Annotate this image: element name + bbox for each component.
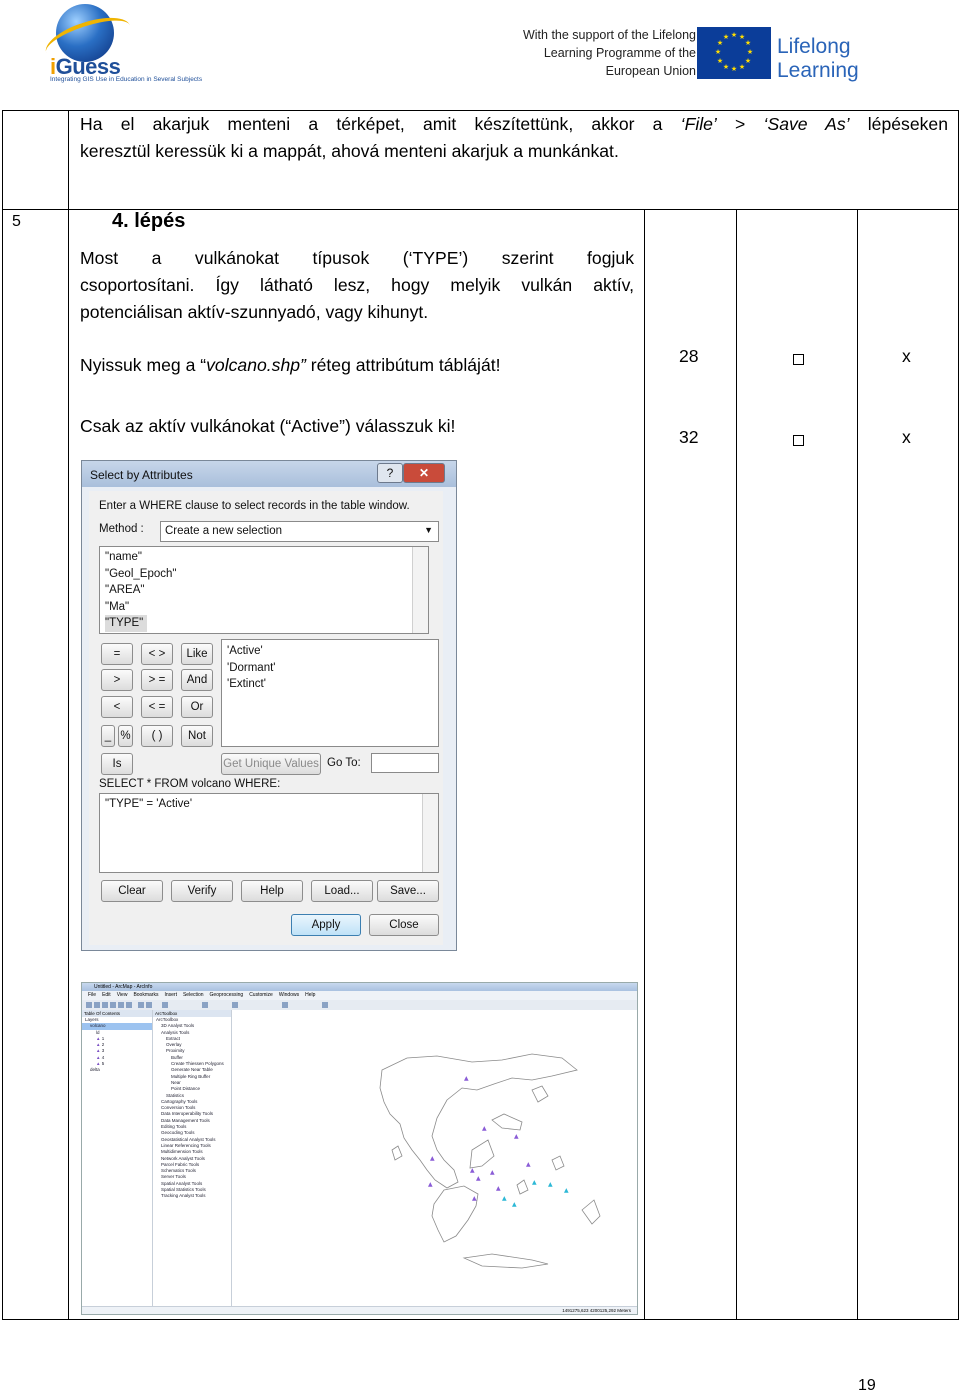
svg-text:▲: ▲: [496, 1185, 501, 1192]
menu-item[interactable]: Selection: [182, 992, 204, 998]
table-left-border: [2, 110, 3, 1320]
svg-text:★: ★: [738, 33, 746, 41]
goto-label: Go To:: [327, 757, 361, 769]
tool-icon[interactable]: [86, 1002, 92, 1008]
eu-flag-icon: [697, 27, 771, 79]
svg-text:▲: ▲: [526, 1161, 531, 1168]
svg-text:▲: ▲: [490, 1169, 495, 1176]
tool-icon[interactable]: [202, 1002, 208, 1008]
close-icon[interactable]: ✕: [403, 463, 445, 483]
tool-icon[interactable]: [146, 1002, 152, 1008]
menu-item[interactable]: Help: [305, 992, 316, 998]
tool-icon[interactable]: [126, 1002, 132, 1008]
sql-expression-box[interactable]: [99, 793, 439, 873]
toolbox-item[interactable]: Multidimension Tools: [161, 1149, 203, 1155]
method-dropdown[interactable]: Create a new selection ▼: [160, 521, 439, 542]
tool-icon[interactable]: [282, 1002, 288, 1008]
paragraph-line: csoportosítani. Így látható lesz, hogy melyik vulkán aktív,: [80, 275, 634, 295]
svg-text:★: ★: [722, 33, 730, 41]
menu-item[interactable]: Windows: [278, 992, 300, 998]
clear-button[interactable]: Clear: [101, 880, 163, 902]
toc-item[interactable]: ▲ 5: [96, 1061, 105, 1067]
svg-text:▲: ▲: [464, 1075, 469, 1082]
col-divider: [736, 209, 737, 1320]
svg-text:★: ★: [716, 39, 724, 47]
toolbox-item[interactable]: Extract: [166, 1035, 181, 1041]
menu-item[interactable]: Bookmarks: [133, 992, 159, 998]
map-view[interactable]: [232, 1010, 638, 1315]
eu-support-text: With the support of the Lifelong Learning Programme of the European Union: [522, 28, 696, 78]
field-item[interactable]: "Geol_Epoch": [105, 567, 177, 580]
toolbox-item[interactable]: Data Management Tools: [161, 1117, 210, 1123]
toolbox-item[interactable]: Network Analyst Tools: [161, 1155, 205, 1161]
logo-wordmark: iGuess: [50, 54, 121, 79]
tool-icon[interactable]: [94, 1002, 100, 1008]
value-mark: x: [902, 427, 911, 447]
col-divider: [857, 209, 858, 1320]
close-button[interactable]: Close: [369, 914, 439, 936]
svg-text:▲: ▲: [502, 1195, 507, 1202]
page-number: 19: [858, 1377, 876, 1394]
instruction-open-table: Nyissuk meg a “volcano.shp” réteg attribútum tábláját!: [80, 355, 501, 375]
toolbox-item[interactable]: Cartography Tools: [161, 1098, 198, 1104]
not-equal-button[interactable]: < >: [141, 643, 173, 665]
table-right-border: [958, 110, 959, 1320]
toc-item-selected[interactable]: volcano: [82, 1023, 152, 1029]
arcmap-statusbar: [82, 1306, 637, 1314]
toolbox-item[interactable]: Schematics Tools: [161, 1168, 196, 1174]
is-button[interactable]: Is: [101, 753, 133, 775]
svg-text:★: ★: [716, 57, 724, 65]
dialog-instruction: Enter a WHERE clause to select records in the table window.: [99, 500, 410, 512]
svg-text:▲: ▲: [512, 1201, 517, 1208]
checkbox-icon[interactable]: [793, 435, 804, 446]
toc-item[interactable]: ld: [96, 1029, 100, 1035]
value-item[interactable]: 'Active': [227, 645, 263, 657]
lifelong-learning-logo: Lifelong Learning: [777, 35, 859, 82]
svg-text:▲: ▲: [532, 1179, 537, 1186]
tool-icon[interactable]: [102, 1002, 108, 1008]
iguess-logo: [44, 2, 203, 86]
table-of-contents-panel: [82, 1010, 153, 1315]
field-item[interactable]: "Ma": [105, 600, 130, 613]
toolbox-item[interactable]: Point Distance: [171, 1086, 201, 1092]
col-divider: [68, 110, 69, 1320]
greater-equal-button[interactable]: > =: [141, 669, 173, 691]
svg-text:★: ★: [738, 63, 746, 71]
toolbox-header: ArcToolbox: [153, 1010, 231, 1017]
svg-text:▲: ▲: [482, 1125, 487, 1132]
less-equal-button[interactable]: < =: [141, 696, 173, 718]
greater-button[interactable]: >: [101, 669, 133, 691]
toolbox-item[interactable]: Generate Near Table: [171, 1067, 213, 1073]
sql-label: SELECT * FROM volcano WHERE:: [99, 778, 281, 790]
svg-text:▲: ▲: [428, 1181, 433, 1188]
get-unique-values-button[interactable]: Get Unique Values: [221, 753, 321, 775]
arcmap-screenshot: [81, 982, 638, 1315]
toolbox-item[interactable]: Proximity: [166, 1048, 185, 1054]
field-item[interactable]: "AREA": [105, 584, 145, 596]
underscore-button[interactable]: _: [101, 725, 115, 747]
svg-text:▲: ▲: [472, 1195, 477, 1202]
value-number: 28: [679, 346, 699, 366]
field-item-selected[interactable]: "TYPE": [100, 615, 428, 632]
greece-map: [232, 1010, 638, 1315]
field-item[interactable]: "name": [105, 551, 142, 563]
like-button[interactable]: Like: [181, 643, 213, 665]
svg-text:★: ★: [744, 57, 752, 65]
toc-item[interactable]: Layers: [85, 1017, 99, 1022]
intro-line-1: Ha el akarjuk menteni a térképet, amit készítettünk, akkor a ‘File’ > ‘Save As’ lépéseken: [80, 114, 948, 134]
toolbox-item[interactable]: Multiple Ring Buffer: [171, 1073, 211, 1079]
table-bottom-border: [2, 1319, 959, 1320]
toolbox-item[interactable]: Tracking Analyst Tools: [161, 1193, 206, 1199]
toolbox-item[interactable]: Statistics: [166, 1092, 185, 1098]
svg-text:▲: ▲: [564, 1187, 569, 1194]
value-item[interactable]: 'Extinct': [227, 678, 266, 690]
tool-icon[interactable]: [118, 1002, 124, 1008]
percent-button[interactable]: %: [118, 725, 133, 747]
toolbox-item[interactable]: Buffer: [171, 1054, 183, 1060]
toolbox-item[interactable]: Server Tools: [161, 1174, 186, 1180]
arcmap-titlebar: Untitled - ArcMap - ArcInfo: [82, 983, 637, 991]
toc-item[interactable]: ▲ 3: [96, 1048, 105, 1054]
svg-text:★: ★: [730, 31, 738, 39]
dialog-title: Select by Attributes: [90, 468, 193, 482]
tool-icon[interactable]: [138, 1002, 144, 1008]
checkbox-icon[interactable]: [793, 354, 804, 365]
svg-text:▲: ▲: [476, 1175, 481, 1182]
fields-scrollbar[interactable]: [412, 547, 428, 633]
sql-scrollbar[interactable]: [422, 794, 438, 872]
toolbox-item[interactable]: Spatial Analyst Tools: [161, 1180, 203, 1186]
toolbox-item[interactable]: Editing Tools: [161, 1124, 187, 1130]
menu-item[interactable]: Customize: [249, 992, 273, 998]
svg-text:★: ★: [714, 48, 722, 56]
sql-expression: "TYPE" = 'Active': [105, 798, 193, 810]
help-button[interactable]: Help: [241, 880, 303, 902]
toolbox-item[interactable]: Geostatistical Analyst Tools: [161, 1136, 216, 1142]
goto-input[interactable]: [371, 753, 439, 773]
toolbox-item[interactable]: Data Interoperability Tools: [161, 1111, 213, 1117]
select-by-attributes-dialog: [81, 460, 457, 951]
svg-text:★: ★: [744, 39, 752, 47]
tool-icon[interactable]: [110, 1002, 116, 1008]
less-button[interactable]: <: [101, 696, 133, 718]
dialog-titlebar: [82, 461, 456, 487]
fields-list[interactable]: [99, 546, 429, 634]
svg-text:▲: ▲: [548, 1181, 553, 1188]
menu-item[interactable]: Edit: [102, 992, 111, 998]
toolbox-item[interactable]: Create Thiessen Polygons: [171, 1061, 224, 1067]
value-number: 32: [679, 427, 699, 447]
value-item[interactable]: 'Dormant': [227, 661, 276, 674]
menu-item[interactable]: Geoprocessing: [209, 992, 244, 998]
dialog-body: [89, 491, 443, 945]
toolbox-item[interactable]: Parcel Fabric Tools: [161, 1161, 200, 1167]
row-number: 5: [12, 213, 21, 230]
svg-text:★: ★: [730, 65, 738, 73]
apply-button[interactable]: Apply: [291, 914, 361, 936]
equals-button[interactable]: =: [101, 643, 133, 665]
arcmap-menubar: [82, 991, 637, 1000]
col-divider: [644, 209, 645, 1320]
svg-text:▲: ▲: [470, 1167, 475, 1174]
svg-text:▲: ▲: [514, 1133, 519, 1140]
chevron-down-icon: ▼: [424, 525, 433, 535]
save-button[interactable]: Save...: [377, 880, 439, 902]
help-icon[interactable]: ?: [377, 463, 403, 483]
toolbox-item[interactable]: Analysis Tools: [161, 1029, 190, 1035]
logo-tagline: Integrating GIS Use in Education in Several Subjects: [50, 76, 203, 83]
menu-item[interactable]: View: [116, 992, 128, 998]
toolbox-item[interactable]: 3D Analyst Tools: [161, 1023, 195, 1029]
paragraph-line: potenciálisan aktív-szunnyadó, vagy kihunyt.: [80, 302, 429, 322]
parentheses-button[interactable]: ( ): [141, 725, 173, 747]
instruction-select-active: Csak az aktív vulkánokat (“Active”) válasszuk ki!: [80, 416, 456, 436]
tool-icon[interactable]: [162, 1002, 168, 1008]
tool-icon[interactable]: [232, 1002, 238, 1008]
coordinate-readout: 1491275,623 4200125,292 Meters: [562, 1308, 631, 1313]
toc-item[interactable]: ▲ 4: [96, 1054, 105, 1060]
toc-item[interactable]: delta: [90, 1067, 100, 1073]
toolbox-item[interactable]: Overlay: [166, 1042, 182, 1048]
paragraph-line: Most a vulkánokat típusok (‘TYPE’) szerint fogjuk: [80, 248, 634, 268]
toc-item[interactable]: ▲ 1: [96, 1035, 105, 1041]
and-button[interactable]: And: [181, 669, 213, 691]
toolbox-item[interactable]: ArcToolbox: [156, 1017, 179, 1022]
toolbox-item[interactable]: Spatial Statistics Tools: [161, 1187, 206, 1193]
not-button[interactable]: Not: [181, 725, 213, 747]
toolbox-list: [153, 1017, 231, 1200]
arctoolbox-panel: [153, 1010, 232, 1315]
toolbox-item[interactable]: Near: [171, 1079, 181, 1085]
svg-text:★: ★: [722, 63, 730, 71]
menu-item[interactable]: Insert: [164, 992, 177, 998]
svg-text:▲: ▲: [430, 1155, 435, 1162]
or-button[interactable]: Or: [181, 696, 213, 718]
toolbox-item[interactable]: Geocoding Tools: [161, 1130, 195, 1136]
toolbox-item[interactable]: Linear Referencing Tools: [161, 1142, 211, 1148]
menu-item[interactable]: File: [88, 992, 97, 998]
value-mark: x: [902, 346, 911, 366]
intro-line-2: keresztül keressük ki a mappát, ahová menteni akarjuk a munkánkat.: [80, 141, 619, 161]
tool-icon[interactable]: [322, 1002, 328, 1008]
svg-text:★: ★: [746, 48, 754, 56]
toolbox-item[interactable]: Conversion Tools: [161, 1105, 196, 1111]
method-label: Method :: [99, 523, 144, 535]
step-title: 4. lépés: [112, 210, 186, 232]
toc-header: Table Of Contents: [82, 1010, 152, 1017]
unique-values-list[interactable]: [221, 639, 439, 747]
load-button[interactable]: Load...: [311, 880, 373, 902]
toc-item[interactable]: ▲ 2: [96, 1042, 105, 1048]
verify-button[interactable]: Verify: [171, 880, 233, 902]
